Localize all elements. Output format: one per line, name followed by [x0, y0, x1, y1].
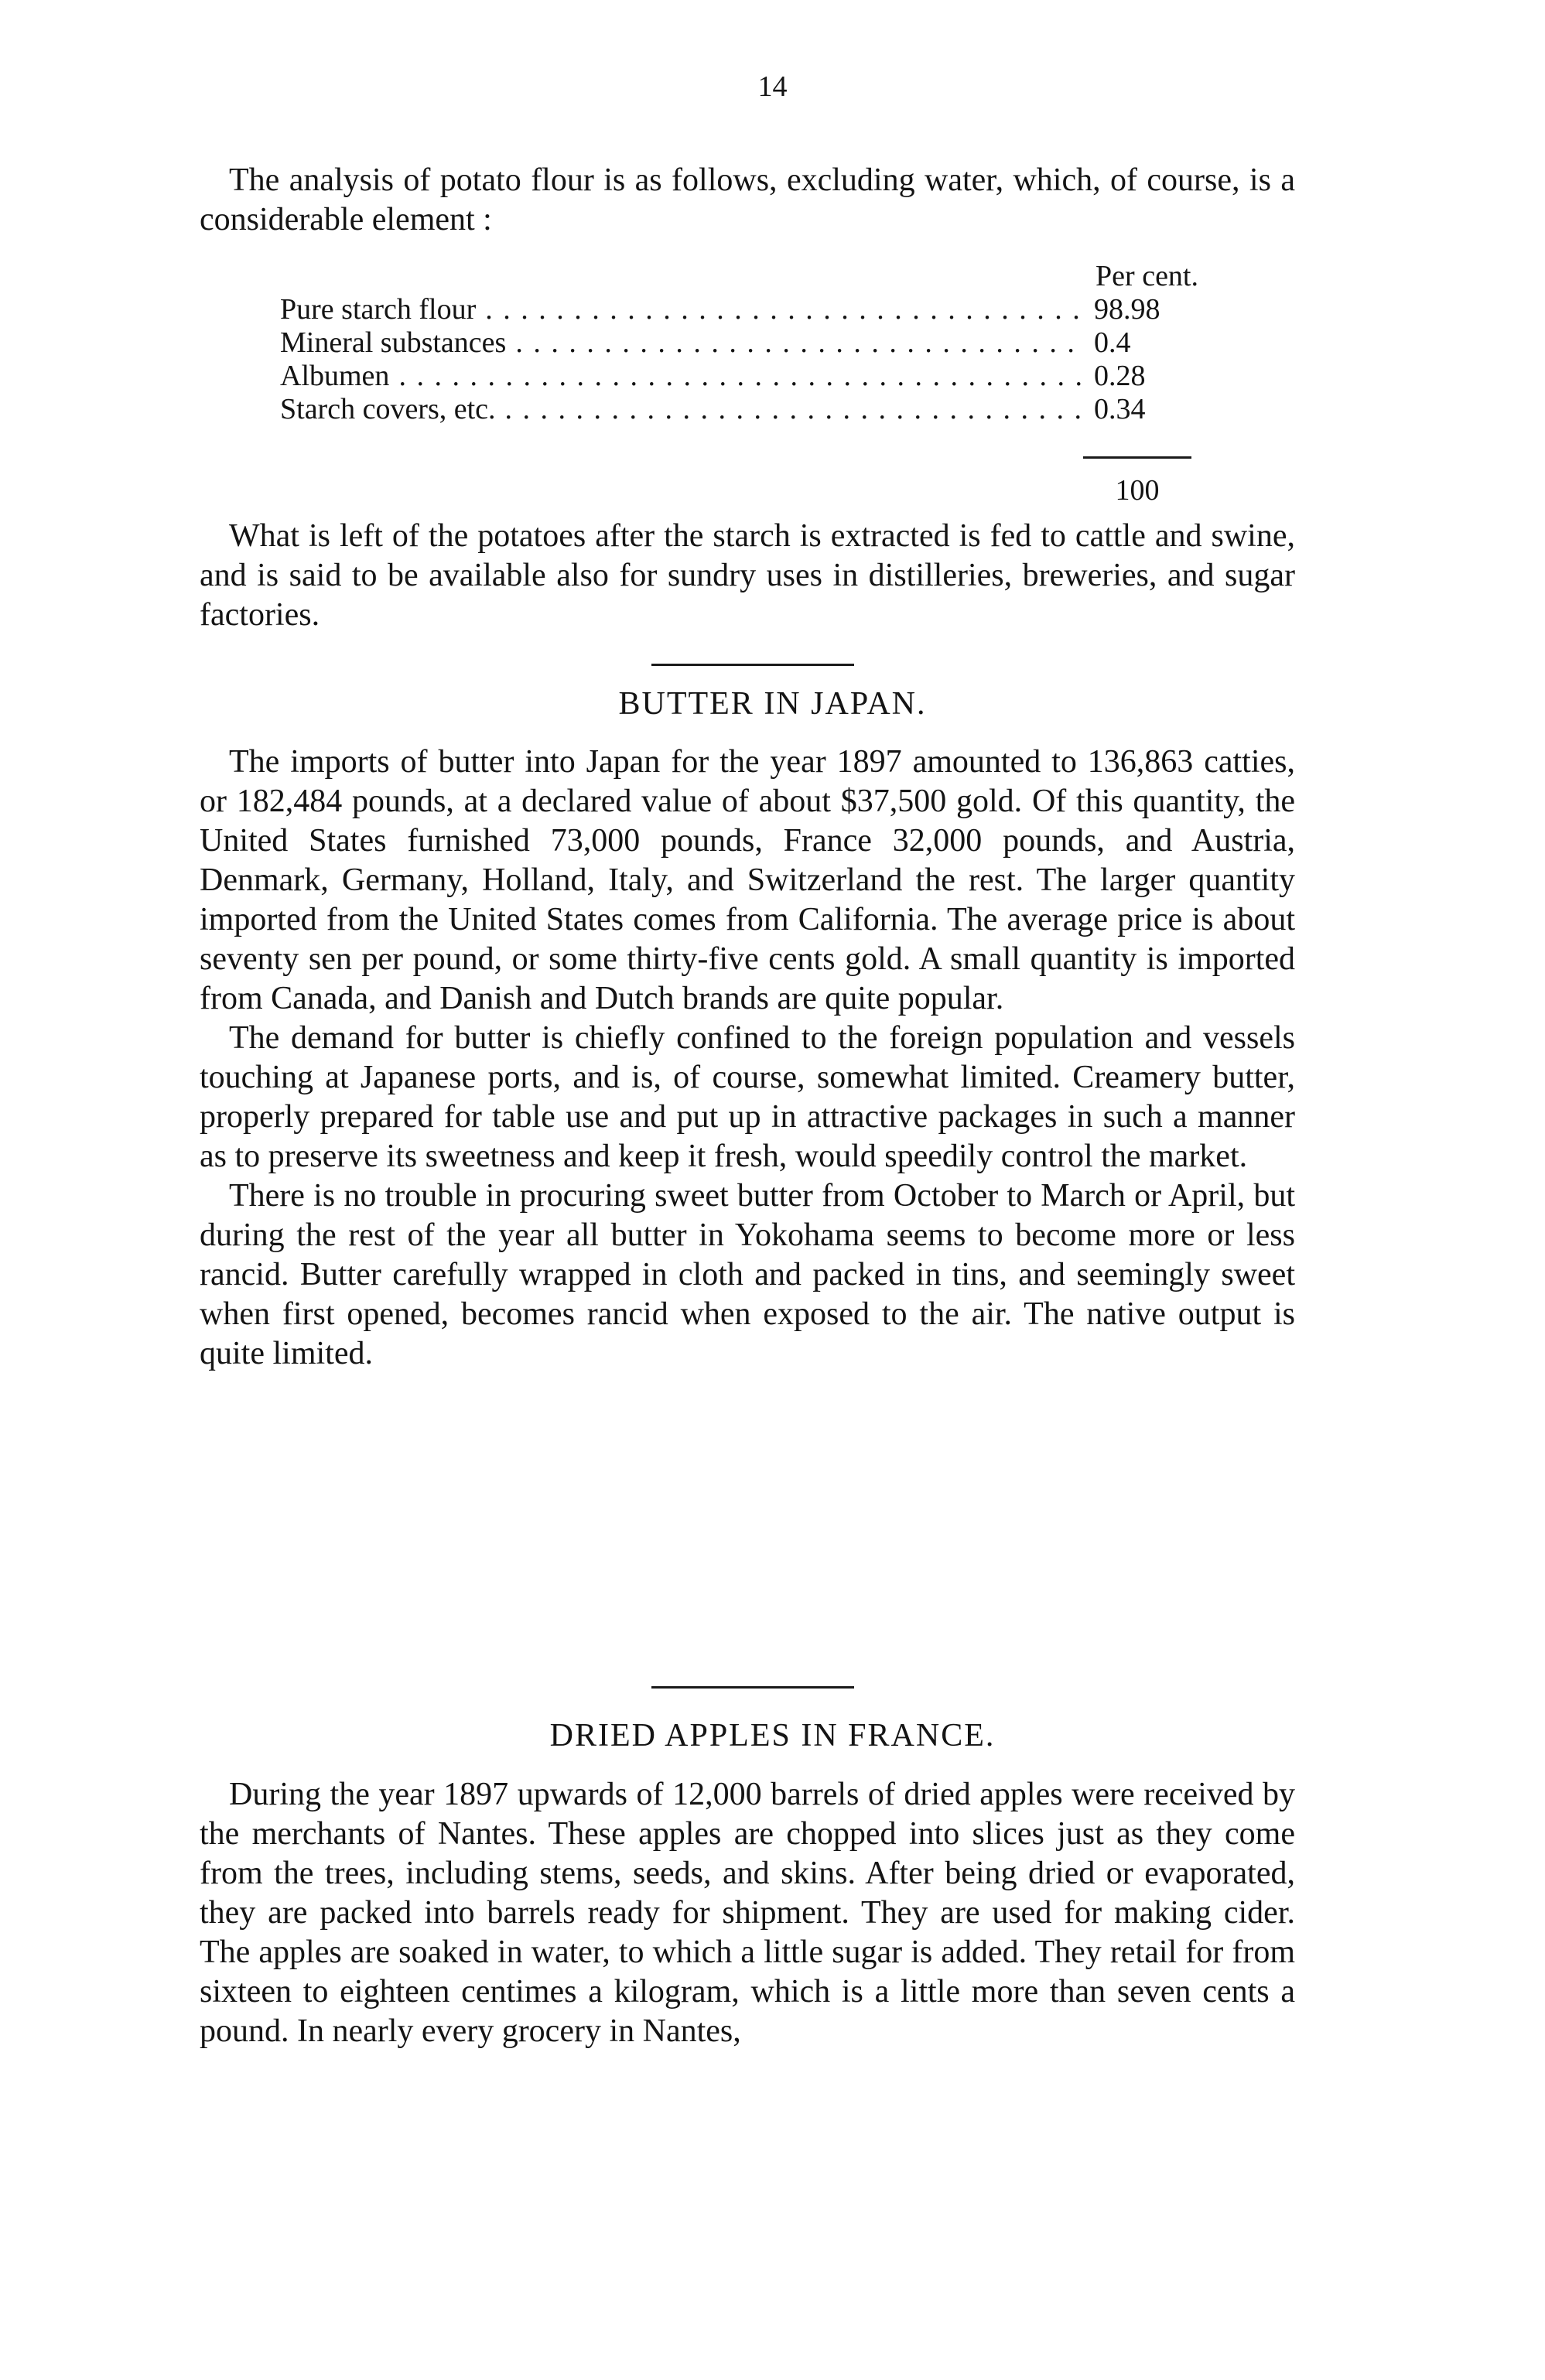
intro-paragraph	[200, 161, 1295, 240]
row-name: Mineral substances	[280, 326, 507, 359]
butter-section	[200, 743, 1295, 1374]
potato-flour-table	[280, 260, 1202, 426]
after-table-text: What is left of the potatoes after the starch is extracted is fed to cattle and swine, and is said to be available also for sundry uses in distilleries, breweries, and sugar factories.	[200, 518, 1295, 633]
row-value: 0.34	[1094, 393, 1146, 425]
butter-paragraph: There is no trouble in procuring sweet butter from October to March or April, but during the rest of the year all butter in Yokohama seems to become more or less rancid. Butter carefully wrapped in cloth and packed in tins, and seemingly sweet when first opened, becomes rancid when exposed to the air. The native output is quite limited.	[200, 1178, 1295, 1371]
leader-dots	[515, 326, 1085, 360]
after-table-paragraph	[200, 517, 1295, 635]
leader-dots	[505, 393, 1085, 426]
row-name: Starch covers, etc.	[280, 393, 496, 425]
table-row	[280, 326, 1202, 360]
apples-paragraph: During the year 1897 upwards of 12,000 barrels of dried apples were received by the merchants of Nantes. These apples are chopped into slices just as they come from the trees, including stems, seeds, and skins. After being dried or evaporated, they are packed into barrels ready for shipment. They are used for making cider. The apples are soaked in water, to which a little sugar is added. They retail for from sixteen to eighteen centimes a kilogram, which is a little more than seven cents a pound. In nearly every grocery in Nantes,	[200, 1777, 1295, 2049]
leader-dots	[485, 293, 1085, 326]
table-row	[280, 360, 1202, 393]
apples-section	[200, 1775, 1295, 2051]
row-value: 0.4	[1094, 326, 1131, 359]
table-column-header: Per cent.	[1096, 260, 1198, 292]
section-divider	[651, 1686, 854, 1689]
total-rule	[1083, 456, 1191, 459]
page-number: 14	[757, 70, 788, 103]
row-name: Pure starch flour	[280, 293, 477, 326]
table-row	[280, 293, 1202, 326]
section-divider	[651, 664, 854, 666]
butter-paragraph: The demand for butter is chiefly confined to the foreign population and vessels touching at Japanese ports, and is, of course, somewhat limited. Creamery butter, properly prepared for table use and put up in attractive packages in such a manner as to preserve its sweetness and keep it fresh, would speedily control the market.	[200, 1020, 1295, 1174]
butter-heading: BUTTER IN JAPAN.	[618, 686, 927, 722]
apples-heading: DRIED APPLES IN FRANCE.	[549, 1718, 996, 1753]
row-name: Albumen	[280, 360, 390, 392]
table-row	[280, 393, 1202, 426]
intro-text: The analysis of potato flour is as follows, excluding water, which, of course, is a considerable element :	[200, 162, 1295, 237]
leader-dots	[398, 360, 1085, 393]
butter-paragraph: The imports of butter into Japan for the year 1897 amounted to 136,863 catties, or 182,484 pounds, at a declared value of about $37,500 gold. Of this quantity, the United States furnished 73,000 pounds, France 32,000 pounds, and Austria, Denmark, Germany, Holland, Italy, and Switzerland the rest. The larger quantity imported from the United States comes from California. The average price is about seventy sen per pound, or some thirty-five cents gold. A small quantity is imported from Canada, and Danish and Dutch brands are quite popular.	[200, 744, 1295, 1016]
row-value: 98.98	[1094, 293, 1160, 326]
table-total: 100	[1115, 474, 1160, 507]
row-value: 0.28	[1094, 360, 1146, 392]
